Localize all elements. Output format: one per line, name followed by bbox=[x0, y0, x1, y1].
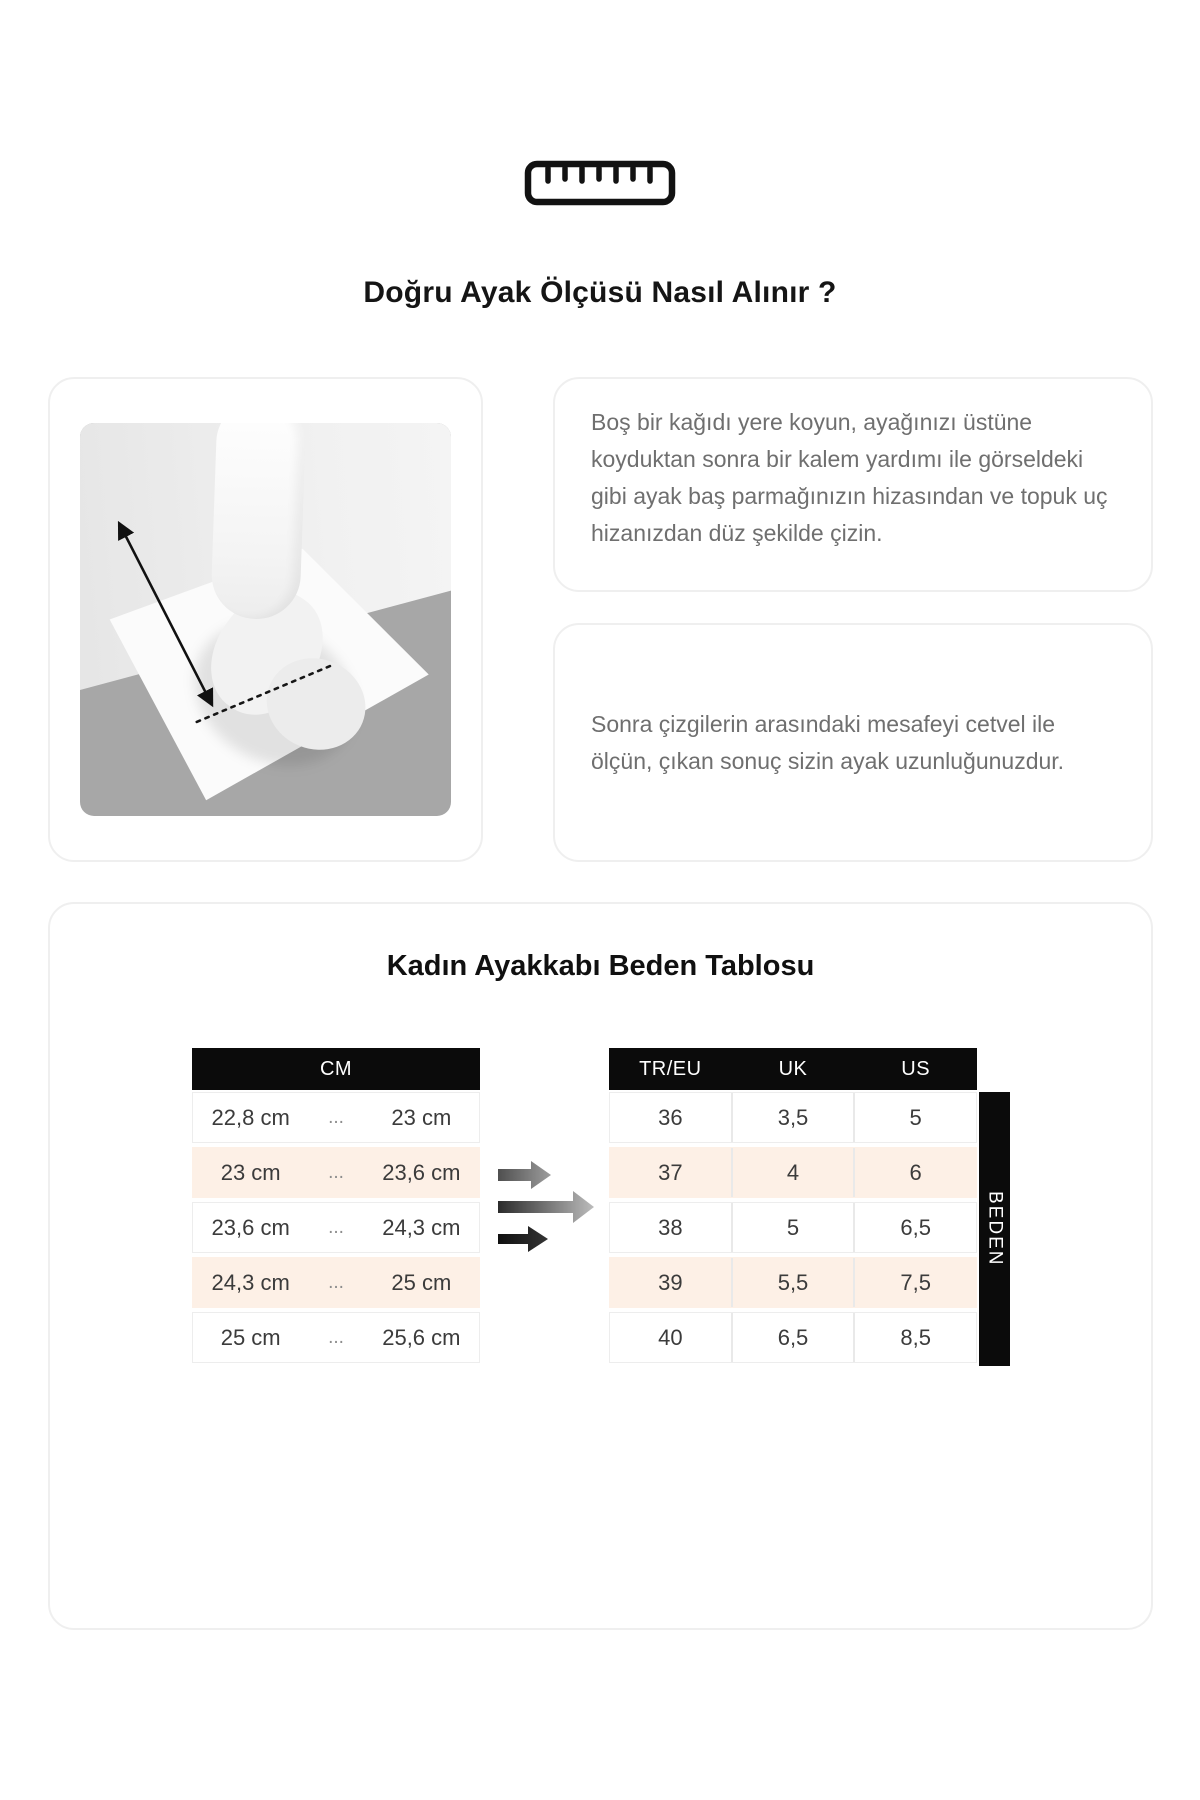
beden-side-label: BEDEN bbox=[979, 1092, 1010, 1366]
sizes-table-header bbox=[609, 1048, 977, 1090]
sizes-table-row: 36 3,5 5 bbox=[609, 1092, 977, 1143]
measurement-arrow-icon bbox=[80, 423, 451, 816]
header-tr-eu: TR/EU bbox=[639, 1057, 702, 1080]
header-us: US bbox=[901, 1057, 931, 1080]
foot-measure-photo-card bbox=[48, 377, 483, 862]
sizes-table bbox=[609, 1092, 977, 1367]
size-table-title: Kadın Ayakkabı Beden Tablosu bbox=[386, 950, 815, 982]
conversion-arrows-icon bbox=[498, 1160, 598, 1260]
cm-table-row: 25 cm ... 25,6 cm bbox=[192, 1312, 480, 1363]
page-title: Doğru Ayak Ölçüsü Nasıl Alınır ? bbox=[363, 276, 837, 309]
header-uk: UK bbox=[778, 1057, 808, 1080]
sizes-table-row: 38 5 6,5 bbox=[609, 1202, 977, 1253]
cm-table-row: 24,3 cm ... 25 cm bbox=[192, 1257, 480, 1308]
instruction-step-2-text: Sonra çizgilerin arasındaki mesafeyi cetvel ile ölçün, çıkan sonuç sizin ayak uzunluğunuzdur. bbox=[591, 710, 1065, 774]
instruction-step-2 bbox=[553, 623, 1153, 862]
sizes-table-row: 40 6,5 8,5 bbox=[609, 1312, 977, 1363]
ruler-icon bbox=[524, 160, 676, 206]
sizes-table-row: 39 5,5 7,5 bbox=[609, 1257, 977, 1308]
cm-table-row: 22,8 cm ... 23 cm bbox=[192, 1092, 480, 1143]
size-table-card bbox=[48, 902, 1153, 1630]
cm-table-row: 23,6 cm ... 24,3 cm bbox=[192, 1202, 480, 1253]
cm-table bbox=[192, 1092, 480, 1367]
cm-table-header: CM bbox=[192, 1048, 480, 1090]
foot-on-paper-image bbox=[80, 423, 451, 816]
cm-table-row: 23 cm ... 23,6 cm bbox=[192, 1147, 480, 1198]
instruction-step-1 bbox=[553, 377, 1153, 592]
instruction-step-1-text: Boş bir kağıdı yere koyun, ayağınızı üstüne koyduktan sonra bir kalem yardımı ile görseldeki gibi ayak baş parmağınızın hizasından ve topuk uç hizanızdan düz şekilde çizin. bbox=[591, 409, 1108, 546]
sizes-table-row: 37 4 6 bbox=[609, 1147, 977, 1198]
measure-guide-header bbox=[20, 160, 1180, 310]
